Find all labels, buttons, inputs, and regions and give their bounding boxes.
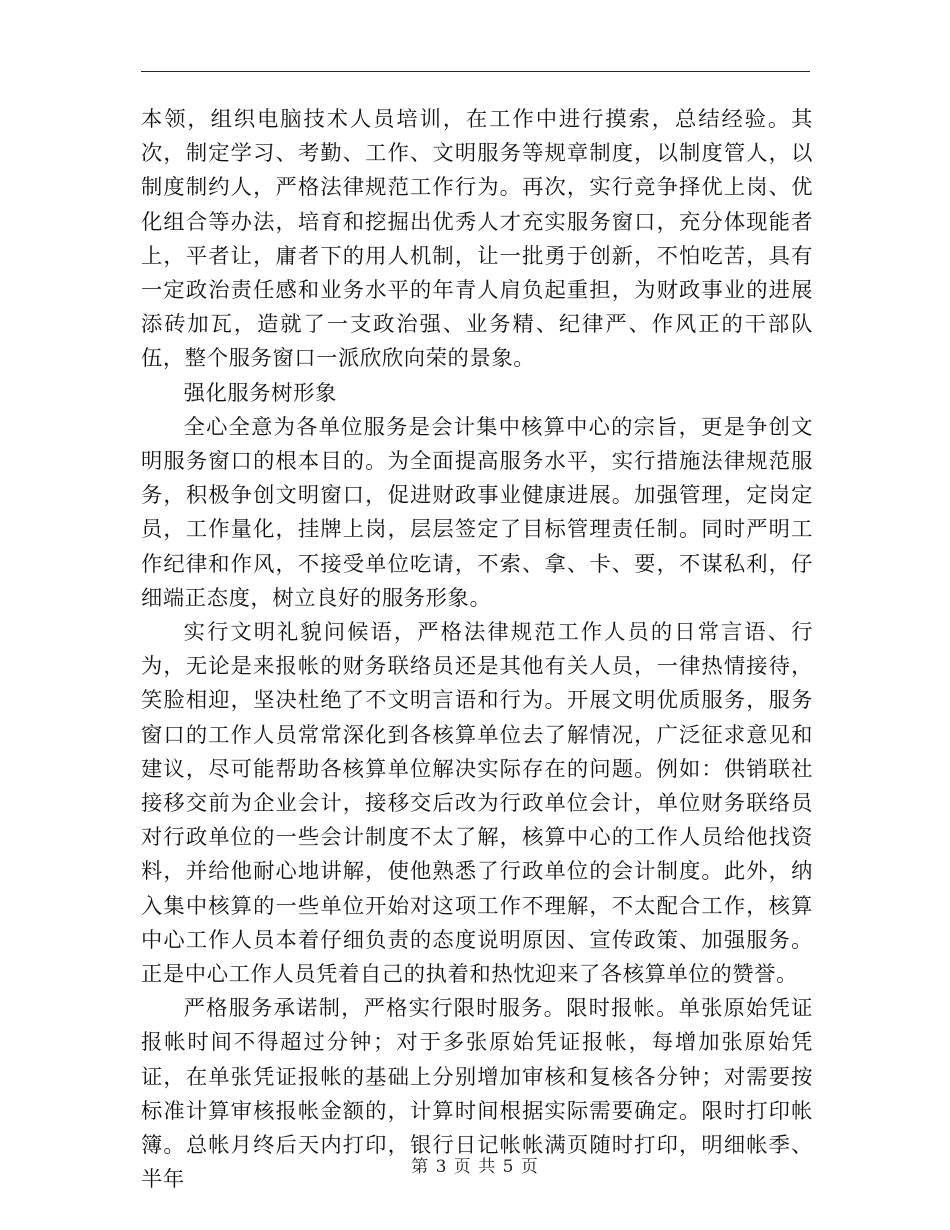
paragraph-3: 实行文明礼貌问候语，严格法律规范工作人员的日常言语、行为，无论是来报帐的财务联络员还是其他有关人员，一律热情接待，笑脸相迎，坚决杜绝了不文明言语和行为。开展文明优质服务，服务窗口的工作人员常常深化到各核算单位去了解情况，广泛征求意见和建议，尽可能帮助各核算单位解决实际存在的问题。例如：供销联社接移交前为企业会计，接移交后改为行政单位会计，单位财务联络员对行政单位的一些会计制度不太了解，核算中心的工作人员给他找资料，并给他耐心地讲解，使他熟悉了行政单位的会计制度。此外，纳入集中核算的一些单位开始对这项工作不理解，不太配合工作，核算中心工作人员本着仔细负责的态度说明原因、宣传政策、加强服务。正是中心工作人员凭着自己的执着和热忱迎来了各核算单位的赞誉。 (141, 620, 813, 988)
page-footer (0, 1152, 950, 1177)
paragraph-1: 本领，组织电脑技术人员培训，在工作中进行摸索，总结经验。其次，制定学习、考勤、工作、文明服务等规章制度，以制度管人，以制度制约人，严格法律规范工作行为。再次，实行竞争择优上岗、优化组合等办法，培育和挖掘出优秀人才充实服务窗口，充分体现能者上，平者让，庸者下的用人机制，让一批勇于创新，不怕吃苦，具有一定政治责任感和业务水平的年青人肩负起重担，为财政事业的进展添砖加瓦，造就了一支政治强、业务精、纪律严、作风正的干部队伍，整个服务窗口一派欣欣向荣的景象。 (141, 107, 813, 372)
section-heading: 强化服务树形象 (183, 380, 337, 406)
header-rule (141, 71, 810, 72)
paragraph-2: 全心全意为各单位服务是会计集中核算中心的宗旨，更是争创文明服务窗口的根本目的。为全面提高服务水平，实行措施法律规范服务，积极争创文明窗口，促进财政事业健康进展。加强管理，定岗定员，工作量化，挂牌上岗，层层签定了目标管理责任制。同时严明工作纪律和作风，不接受单位吃请，不索、拿、卡、要，不谋私利，仔细端正态度，树立良好的服务形象。 (141, 414, 813, 611)
document-body (141, 103, 813, 1198)
paragraph-4: 严格服务承诺制，严格实行限时服务。限时报帐。单张原始凭证报帐时间不得超过分钟；对于多张原始凭证报帐，每增加张原始凭证，在单张凭证报帐的基础上分别增加审核和复核各分钟；对需要按标准计算审核报帐金额的，计算时间根据实际需要确定。限时打印帐簿。总帐月终后天内打印，银行日记帐帐满页随时打印，明细帐季、半年 (141, 996, 813, 1193)
page-number: 第 3 页 共 5 页 (411, 1157, 539, 1177)
